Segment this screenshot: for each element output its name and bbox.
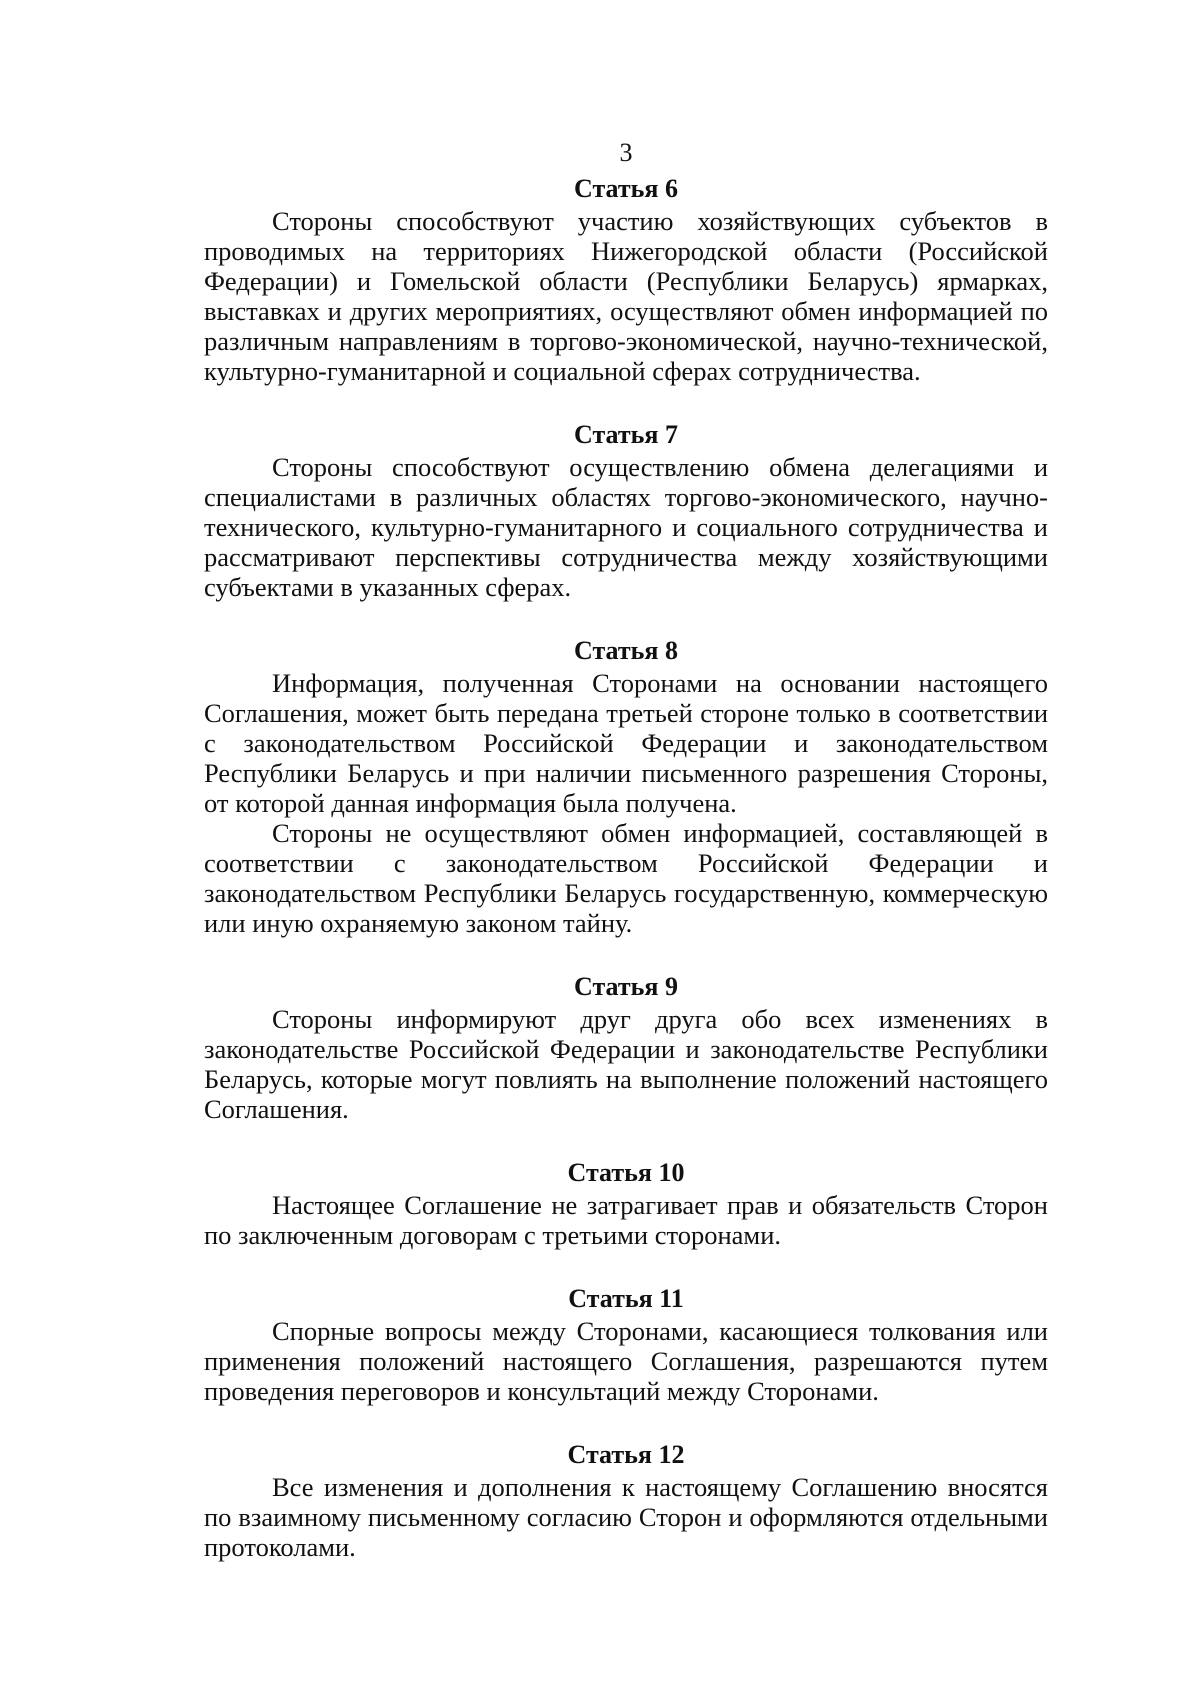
article-7: [204, 420, 1048, 602]
article-title: Статья 12: [567, 1440, 685, 1469]
article-9: [204, 972, 1048, 1124]
article-paragraph: Стороны способствуют осуществлению обмена делегациями и специалистами в различных областях торгово-экономического, научно-технического, культурно-гуманитарного и социального сотрудничества и рассматривают перспективы сотрудничества между хозяйствующими субъектами в указанных сферах.: [204, 452, 1048, 602]
article-11: [204, 1284, 1048, 1406]
article-paragraph: Настоящее Соглашение не затрагивает прав и обязательств Сторон по заключенным договорам с третьими сторонами.: [204, 1190, 1048, 1250]
document-page: [204, 138, 1048, 1562]
page-number: 3: [619, 138, 633, 167]
article-paragraph: Спорные вопросы между Сторонами, касающиеся толкования или применения положений настоящего Соглашения, разрешаются путем проведения переговоров и консультаций между Сторонами.: [204, 1316, 1048, 1406]
article-title: Статья 11: [568, 1284, 684, 1313]
article-paragraph: Стороны не осуществляют обмен информацией, составляющей в соответствии с законодательством Российской Федерации и законодательством Республики Беларусь государственную, коммерческую или иную охраняемую законом тайну.: [204, 818, 1048, 938]
article-paragraph: Все изменения и дополнения к настоящему Соглашению вносятся по взаимному письменному согласию Сторон и оформляются отдельными протоколами.: [204, 1472, 1048, 1562]
article-12: [204, 1440, 1048, 1562]
article-title: Статья 8: [574, 636, 678, 665]
article-title: Статья 7: [574, 420, 678, 449]
article-paragraph: Стороны информируют друг друга обо всех изменениях в законодательстве Российской Федерации и законодательстве Республики Беларусь, которые могут повлиять на выполнение положений настоящего Соглашения.: [204, 1004, 1048, 1124]
article-paragraph: Информация, полученная Сторонами на основании настоящего Соглашения, может быть передана третьей стороне только в соответствии с законодательством Российской Федерации и законодательством Республики Беларусь и при наличии письменного разрешения Стороны, от которой данная информация была получена.: [204, 668, 1048, 818]
article-8: [204, 636, 1048, 938]
article-10: [204, 1158, 1048, 1250]
article-paragraph: Стороны способствуют участию хозяйствующих субъектов в проводимых на территориях Нижегородской области (Российской Федерации) и Гомельской области (Республики Беларусь) ярмарках, выставках и других мероприятиях, осуществляют обмен информацией по различным направлениям в торгово-экономической, научно-технической, культурно-гуманитарной и социальной сферах сотрудничества.: [204, 206, 1048, 386]
article-6: [204, 174, 1048, 386]
article-title: Статья 6: [574, 174, 678, 203]
article-title: Статья 10: [567, 1158, 685, 1187]
article-title: Статья 9: [574, 972, 678, 1001]
